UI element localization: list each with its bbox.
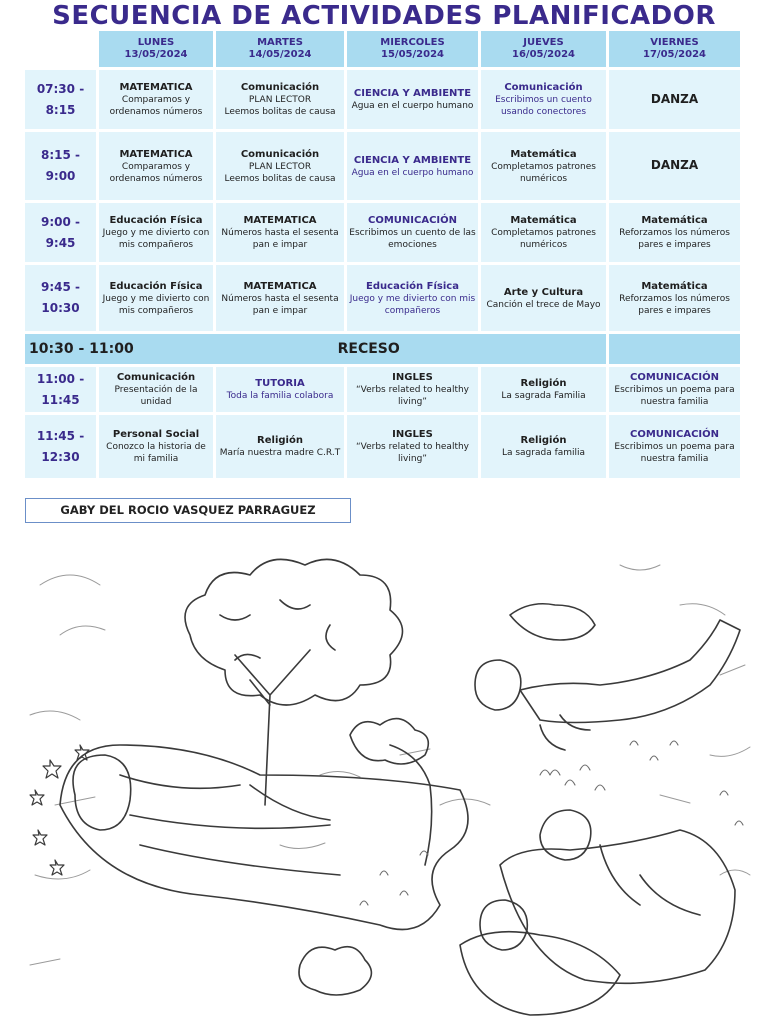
time-slot: 11:45 - 12:30 — [25, 415, 96, 478]
activity-cell: INGLES “Verbs related to healthy living” — [347, 367, 478, 412]
time-slot: 9:45 - 10:30 — [25, 265, 96, 331]
recess-row — [25, 334, 740, 364]
day-header-miercoles: MIERCOLES 15/05/2024 — [347, 31, 478, 67]
day-header-lunes: LUNES 13/05/2024 — [99, 31, 213, 67]
schedule-row — [25, 367, 740, 412]
schedule-row — [25, 132, 740, 200]
activity-cell: COMUNICACIÓN Escribimos un poema para nuestra familia — [609, 367, 740, 412]
page-title: SECUENCIA DE ACTIVIDADES PLANIFICADOR — [52, 1, 716, 31]
bush-drawing — [299, 719, 428, 995]
teacher-name: GABY DEL ROCIO VASQUEZ PARRAGUEZ — [25, 498, 351, 523]
activity-cell: MATEMATICA Comparamos y ordenamos números — [99, 132, 213, 200]
activity-cell: Comunicación PLAN LECTOR Leemos bolitas de causa — [216, 132, 344, 200]
time-slot: 07:30 - 8:15 — [25, 70, 96, 129]
time-slot: 11:00 - 11:45 — [25, 367, 96, 412]
activity-cell: MATEMATICA Números hasta el sesenta pan e impar — [216, 203, 344, 262]
activity-cell: CIENCIA Y AMBIENTE Agua en el cuerpo humano — [347, 132, 478, 200]
activity-cell: Comunicación Escribimos un cuento usando conectores — [481, 70, 606, 129]
flower-patches — [360, 741, 743, 905]
activity-cell: Arte y Cultura Canción el trece de Mayo — [481, 265, 606, 331]
header-row — [25, 31, 740, 67]
activity-cell: COMUNICACIÓN Escribimos un cuento de las emociones — [347, 203, 478, 262]
schedule-row — [25, 265, 740, 331]
activity-cell: Personal Social Conozco la historia de mi familia — [99, 415, 213, 478]
activity-cell: DANZA — [609, 132, 740, 200]
activity-cell: Religión La sagrada Familia — [481, 367, 606, 412]
background-strokes — [30, 565, 750, 965]
header-corner — [25, 31, 96, 67]
time-slot: 9:00 - 9:45 — [25, 203, 96, 262]
recess-time: 10:30 - 11:00 — [29, 341, 134, 357]
time-slot: 8:15 - 9:00 — [25, 132, 96, 200]
activity-cell: MATEMATICA Números hasta el sesenta pan e impar — [216, 265, 344, 331]
schedule-row — [25, 70, 740, 129]
recess-label: RECESO — [337, 341, 400, 357]
activity-cell: Comunicación PLAN LECTOR Leemos bolitas de causa — [216, 70, 344, 129]
activity-cell: MATEMATICA Comparamos y ordenamos números — [99, 70, 213, 129]
activity-cell: INGLES “Verbs related to healthy living” — [347, 415, 478, 478]
recess-bar — [25, 334, 606, 364]
activity-cell: COMUNICACIÓN Escribimos un poema para nuestra familia — [609, 415, 740, 478]
recess-empty-cell — [609, 334, 740, 364]
activity-cell: DANZA — [609, 70, 740, 129]
coloring-illustration — [20, 545, 760, 1024]
day-header-martes: MARTES 14/05/2024 — [216, 31, 344, 67]
kneeling-figures — [460, 810, 735, 1015]
activity-cell: Comunicación Presentación de la unidad — [99, 367, 213, 412]
day-header-jueves: JUEVES 16/05/2024 — [481, 31, 606, 67]
tree-drawing — [185, 559, 403, 805]
activity-cell: Religión La sagrada familia — [481, 415, 606, 478]
activity-cell: Matemática Completamos patrones numéricos — [481, 132, 606, 200]
activity-cell: Matemática Completamos patrones numéricos — [481, 203, 606, 262]
activity-cell: Educación Física Juego y me divierto con mis compañeros — [99, 265, 213, 331]
child-figure — [475, 604, 740, 750]
schedule-row — [25, 203, 740, 262]
activity-cell: Matemática Reforzamos los números pares e impares — [609, 265, 740, 331]
activity-cell: CIENCIA Y AMBIENTE Agua en el cuerpo humano — [347, 70, 478, 129]
schedule-table — [22, 28, 743, 481]
activity-cell: Educación Física Juego y me divierto con mis compañeros — [99, 203, 213, 262]
day-header-viernes: VIERNES 17/05/2024 — [609, 31, 740, 67]
activity-cell: Religión María nuestra madre C.R.T — [216, 415, 344, 478]
activity-cell: Educación Física Juego y me divierto con mis compañeros — [347, 265, 478, 331]
activity-cell: Matemática Reforzamos los números pares e impares — [609, 203, 740, 262]
activity-cell: TUTORIA Toda la familia colabora — [216, 367, 344, 412]
standing-figure — [30, 745, 468, 930]
schedule-row — [25, 415, 740, 478]
